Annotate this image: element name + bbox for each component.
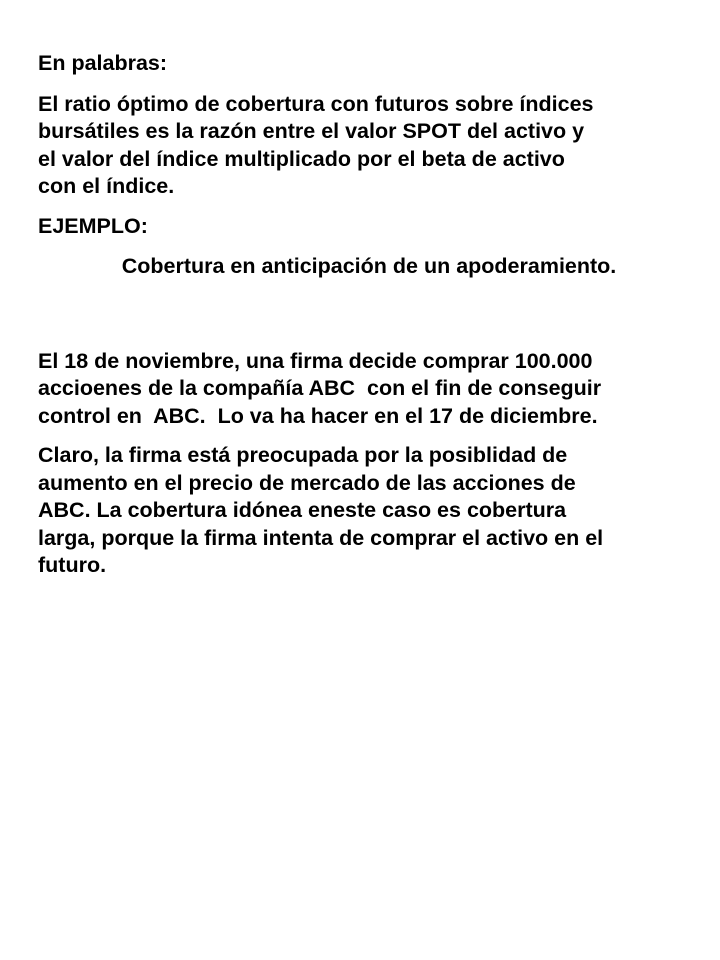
heading-en-palabras: En palabras:: [38, 51, 168, 75]
paragraph-18-noviembre: [38, 348, 714, 431]
text-line: El 18 de noviembre, una firma decide comprar 100.000: [38, 348, 593, 373]
text-line: aumento en el precio de mercado de las acciones de: [38, 470, 576, 495]
text-line: control en ABC. Lo va ha hacer en el 17 de diciembre.: [38, 403, 598, 428]
text-line: con el índice.: [38, 174, 175, 198]
paragraph-claro: [38, 442, 714, 580]
text-line: bursátiles es la razón entre el valor SPOT del activo y: [38, 119, 585, 143]
blank-spacer: [38, 281, 714, 348]
heading-ejemplo: EJEMPLO:: [38, 213, 148, 238]
text-line: el valor del índice multiplicado por el beta de activo: [38, 146, 565, 171]
text-line: futuro.: [38, 553, 107, 577]
document-page: [38, 50, 714, 580]
paragraph-ratio-optimo: [38, 91, 714, 201]
text-line: El ratio óptimo de cobertura con futuros sobre índices: [38, 91, 594, 116]
text-line: ABC. La cobertura idónea eneste caso es cobertura: [38, 498, 567, 522]
text-line: Claro, la firma está preocupada por la posiblidad de: [38, 443, 568, 467]
text-line: larga, porque la firma intenta de comprar el activo en el: [38, 525, 604, 550]
text-line: accioenes de la compañía ABC con el fin de conseguir: [38, 376, 602, 400]
example-subtitle: Cobertura en anticipación de un apoderamiento.: [121, 254, 617, 278]
